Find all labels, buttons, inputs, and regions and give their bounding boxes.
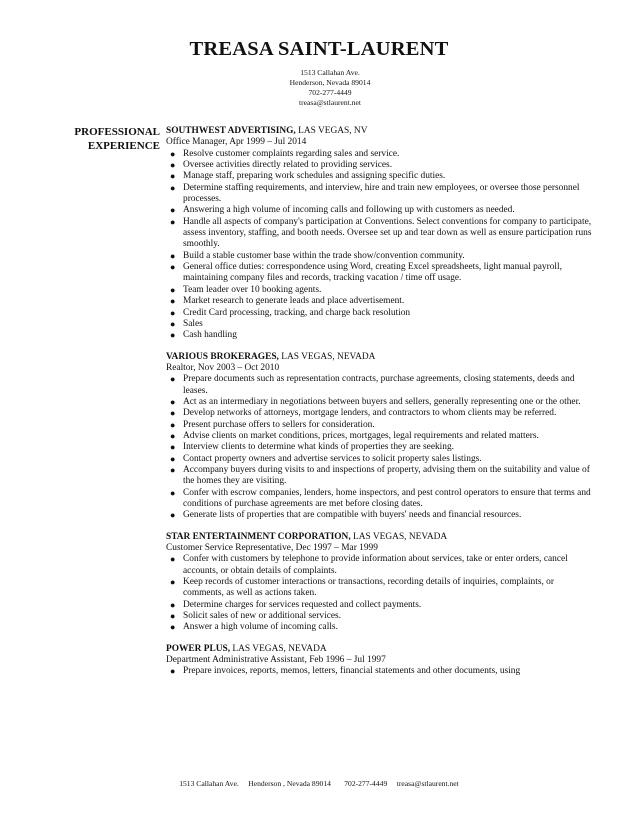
bullet-icon: ●	[170, 430, 176, 441]
list-item	[166, 611, 596, 622]
job-company: STAR ENTERTAINMENT CORPORATION,	[166, 531, 351, 542]
duty-text: Keep records of customer interactions or transactions, recording details of inquiries, complaints, or comments, as well as actions taken.	[183, 577, 554, 599]
duty-text: Handle all aspects of company's participation at Conventions. Select conventions for company to participate, assess inventory, staffing, and booth needs. Oversee set up and tear down as well as ensure participation runs smoothly.	[183, 216, 592, 250]
job-company: VARIOUS BROKERAGES,	[166, 351, 279, 362]
bullet-icon: ●	[170, 666, 176, 677]
list-item	[166, 622, 596, 633]
duty-text: Confer with customers by telephone to provide information about services, take or enter orders, cancel accounts, or obtain details of complaints.	[183, 554, 568, 576]
duty-text: Credit Card processing, tracking, and charge back resolution	[183, 307, 411, 318]
job-role: Department Administrative Assistant, Feb 1996 – Jul 1997	[166, 655, 386, 666]
duty-text: Generate lists of properties that are compatible with buyers' needs and financial resources.	[183, 510, 522, 521]
bullet-icon: ●	[170, 419, 176, 430]
job-entry	[166, 126, 596, 342]
job-company: SOUTHWEST ADVERTISING,	[166, 126, 296, 136]
contact-email: treasa@stlaurent.net	[298, 98, 362, 107]
bullet-icon: ●	[170, 160, 176, 171]
duty-text: Contact property owners and advertise services to solicit property sales listings.	[183, 453, 482, 464]
bullet-icon: ●	[170, 554, 176, 565]
job-role: Customer Service Representative, Dec 1997 – Mar 1999	[166, 543, 378, 554]
job-heading	[166, 126, 596, 137]
list-item	[166, 431, 596, 442]
list-item	[166, 600, 596, 611]
bullet-icon: ●	[170, 262, 176, 273]
list-item	[166, 296, 596, 307]
list-item	[166, 442, 596, 453]
job-role: Realtor, Nov 2003 – Oct 2010	[166, 362, 280, 373]
bullet-icon: ●	[170, 510, 176, 521]
list-item	[166, 488, 596, 511]
list-item	[166, 251, 596, 262]
section-label-professional-experience	[52, 126, 160, 153]
duty-text: Cash handling	[183, 330, 237, 341]
bullet-icon: ●	[170, 296, 176, 307]
bullet-icon: ●	[170, 182, 176, 193]
job-location: LAS VEGAS, NEVADA	[281, 351, 376, 362]
list-item	[166, 408, 596, 419]
resume-name: TREASA SAINT-LAURENT	[189, 38, 449, 60]
footer-email: treasa@stlaurent.net	[396, 779, 459, 788]
bullet-icon: ●	[170, 205, 176, 216]
job-company: POWER PLUS,	[166, 643, 231, 654]
list-item	[166, 149, 596, 160]
list-item	[166, 397, 596, 408]
contact-city: Henderson, Nevada 89014	[289, 78, 371, 87]
bullet-icon: ●	[170, 599, 176, 610]
duty-text: Market research to generate leads and place advertisement.	[183, 296, 405, 307]
bullet-icon: ●	[170, 284, 176, 295]
job-entry	[166, 352, 596, 522]
bullet-icon: ●	[170, 453, 176, 464]
duty-text: Accompany buyers during visits to and inspections of property, advising them on the suitability and value of the homes they are visiting.	[183, 464, 590, 487]
duty-text: Resolve customer complaints regarding sales and service.	[183, 148, 400, 159]
job-duties	[166, 149, 596, 342]
duty-text: Manage staff, preparing work schedules and assigning specific duties.	[183, 171, 446, 182]
list-item	[166, 183, 596, 206]
bullet-icon: ●	[170, 148, 176, 159]
duty-text: Determine charges for services requested and collect payments.	[183, 599, 422, 610]
duty-text: Sales	[183, 318, 203, 329]
list-item	[166, 205, 596, 216]
duty-text: Solicit sales of new or additional services.	[183, 611, 342, 622]
duty-text: Present purchase offers to sellers for consideration.	[183, 419, 375, 430]
contact-phone: 702-277-4449	[308, 88, 352, 97]
duty-text: Act as an intermediary in negotiations between buyers and sellers, generally representing one or the other.	[183, 396, 581, 407]
job-location: LAS VEGAS, NV	[298, 126, 368, 136]
job-location: LAS VEGAS, NEVADA	[353, 531, 448, 542]
duty-text: Prepare documents such as representation contracts, purchase agreements, closing statements, deeds and leases.	[183, 374, 575, 396]
bullet-icon: ●	[170, 374, 176, 385]
duty-text: Confer with escrow companies, lenders, home inspectors, and pest control operators to ensure that terms and conditions of purchase agreements are met before closing dates.	[183, 487, 591, 509]
job-entry	[166, 644, 596, 678]
duty-text: Answer a high volume of incoming calls.	[183, 622, 338, 633]
bullet-icon: ●	[170, 442, 176, 453]
bullet-icon: ●	[170, 464, 176, 475]
list-item	[166, 554, 596, 577]
bullet-icon: ●	[170, 611, 176, 622]
list-item	[166, 217, 596, 251]
bullet-icon: ●	[170, 330, 176, 341]
bullet-icon: ●	[170, 396, 176, 407]
page-footer	[0, 779, 638, 788]
job-duties	[166, 374, 596, 521]
duty-text: Develop networks of attorneys, mortgage lenders, and contractors to whom clients may be referred.	[183, 408, 557, 419]
job-entry	[166, 532, 596, 634]
bullet-icon: ●	[170, 318, 176, 329]
footer-phone: 702-277-4449	[344, 779, 388, 788]
bullet-icon: ●	[170, 250, 176, 261]
job-heading	[166, 644, 596, 655]
duty-text: Determine staffing requirements, and interview, hire and train new employees, or oversee those personnel processes.	[183, 182, 580, 205]
list-item	[166, 454, 596, 465]
bullet-icon: ●	[170, 622, 176, 633]
duty-text: Team leader over 10 booking agents.	[183, 284, 322, 295]
list-item	[166, 510, 596, 521]
list-item	[166, 160, 596, 171]
bullet-icon: ●	[170, 171, 176, 182]
duty-text: General office duties: correspondence using Word, creating Excel spreadsheets, light manual payroll, maintaining company files and records, tracking vacation / time off usage.	[183, 262, 562, 284]
bullet-icon: ●	[170, 487, 176, 498]
job-heading	[166, 352, 596, 363]
job-duties	[166, 554, 596, 633]
job-role: Office Manager, Apr 1999 – Jul 2014	[166, 137, 307, 148]
section-label-line2: EXPERIENCE	[87, 139, 160, 152]
bullet-icon: ●	[170, 307, 176, 318]
contact-address: 1513 Callahan Ave.	[300, 68, 360, 77]
footer-address: 1513 Callahan Ave.	[179, 779, 239, 788]
list-item	[166, 465, 596, 488]
bullet-icon: ●	[170, 577, 176, 588]
bullet-icon: ●	[170, 408, 176, 419]
section-label-line1: PROFESSIONAL	[74, 126, 160, 138]
duty-text: Oversee activities directly related to providing services.	[183, 160, 393, 171]
contact-block	[230, 68, 430, 108]
duty-text: Advise clients on market conditions, prices, mortgages, legal requirements and related matters.	[183, 430, 539, 441]
list-item	[166, 285, 596, 296]
duty-text: Build a stable customer base within the trade show/convention community.	[183, 250, 465, 261]
job-duties	[166, 666, 596, 677]
list-item	[166, 171, 596, 182]
bullet-icon: ●	[170, 216, 176, 227]
duty-text: Prepare invoices, reports, memos, letters, financial statements and other documents, using	[183, 666, 521, 677]
list-item	[166, 330, 596, 341]
list-item	[166, 666, 596, 677]
list-item	[166, 319, 596, 330]
job-heading	[166, 532, 596, 543]
list-item	[166, 262, 596, 285]
duty-text: Answering a high volume of incoming calls and following up with customers as needed.	[183, 205, 515, 216]
footer-city: Henderson , Nevada 89014	[248, 779, 331, 788]
list-item	[166, 420, 596, 431]
experience-list	[166, 126, 596, 688]
job-location: LAS VEGAS, NEVADA	[232, 643, 327, 654]
list-item	[166, 374, 596, 397]
duty-text: Interview clients to determine what kinds of properties they are seeking.	[183, 442, 455, 453]
list-item	[166, 308, 596, 319]
list-item	[166, 577, 596, 600]
